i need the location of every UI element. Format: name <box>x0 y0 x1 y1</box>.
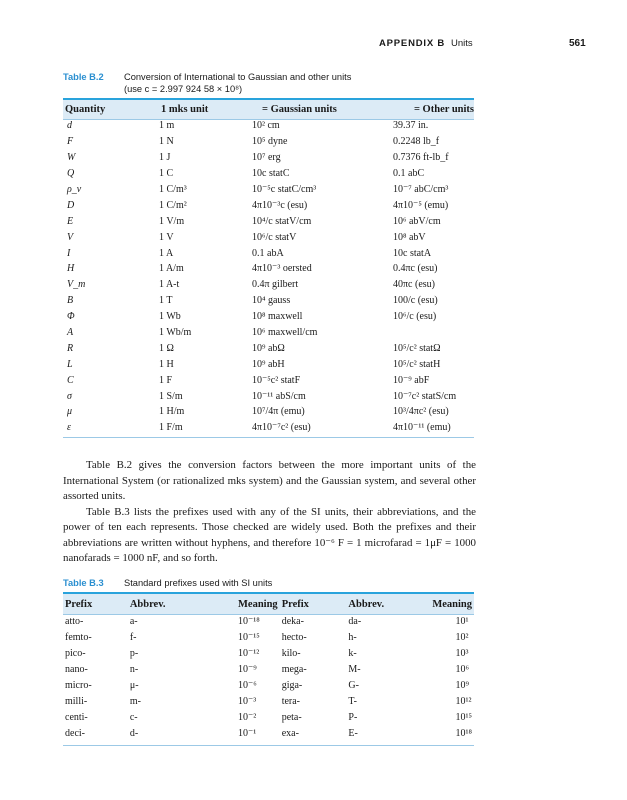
table-b2-cell-quantity: L <box>67 358 73 370</box>
table-b3-cell-abbrev-2: da- <box>348 615 362 627</box>
table-b3-cell-prefix-2: hecto- <box>281 631 307 643</box>
table-b3-cell-abbrev: m- <box>129 696 141 708</box>
table-b2-row <box>65 213 474 229</box>
table-b3-cell-prefix: milli- <box>65 696 88 708</box>
table-b2-cell-mks-unit: 1 Wb <box>159 311 181 323</box>
table-b2-cell-mks-unit: 1 A-t <box>159 279 180 291</box>
table-b2-cell-other-unit: 0.1 abC <box>393 168 425 180</box>
table-b2-row <box>65 420 474 436</box>
table-b2-cell-gaussian-unit: 10c statC <box>252 168 290 180</box>
appendix-label: APPENDIX B <box>379 38 446 49</box>
table-b2-cell-mks-unit: 1 V <box>159 231 174 243</box>
table-b2-cell-other-unit: 10⁵/c² statΩ <box>393 342 441 354</box>
table-b3-cell-meaning: 10⁻⁶ <box>237 679 257 691</box>
table-b2-cell-gaussian-unit: 10⁶ maxwell/cm <box>252 327 318 339</box>
table-b2-cell-mks-unit: 1 A/m <box>159 263 184 275</box>
table-b2-cell-gaussian-unit: 10⁴ gauss <box>252 295 291 307</box>
table-b3-cell-prefix-2: deka- <box>281 615 304 627</box>
table-b2-cell-gaussian-unit: 10⁴/c statV/cm <box>252 215 312 227</box>
table-b2-row <box>65 404 474 420</box>
table-b3-cell-prefix: micro- <box>65 679 92 691</box>
table-b2-cell-other-unit: 10⁻⁷ abC/cm³ <box>393 184 449 195</box>
table-b2-row <box>65 261 474 277</box>
table-b2-cell-quantity: B <box>67 295 74 307</box>
table-b2-cell-mks-unit: 1 Ω <box>159 342 174 354</box>
table-b2-cell-mks-unit: 1 Wb/m <box>159 327 192 339</box>
table-b2-cell-other-unit: 10⁶ abV/cm <box>393 215 441 227</box>
table-b2-cell-gaussian-unit: 10⁻¹¹ abS/cm <box>252 390 306 402</box>
paragraph-1: Table B.2 gives the conversion factors between the more important units of the International System (or rationalized mks system) and the Gaussian system, and several other assorted units. <box>63 459 476 502</box>
table-b2-row <box>65 134 474 150</box>
table-b3-bottom-rule <box>63 745 474 746</box>
table-b3-cell-meaning: 10⁻¹ <box>237 728 257 740</box>
table-b2-cell-quantity: Q <box>67 168 75 180</box>
table-b2-cell-gaussian-unit: 10⁹ abΩ <box>252 342 285 354</box>
table-b3-header-row <box>65 595 472 613</box>
table-b2-caption <box>63 71 483 97</box>
table-b2-cell-other-unit: 100/c (esu) <box>393 295 438 307</box>
table-b2-cell-quantity: R <box>67 342 74 354</box>
table-b2-row <box>65 150 474 166</box>
table-b3-row <box>65 661 472 677</box>
table-b2-row <box>65 118 474 134</box>
table-b3-cell-meaning-2: 10¹ <box>455 615 469 627</box>
table-b3-header-meaning-2: Meaning <box>432 598 472 610</box>
table-b2-cell-mks-unit: 1 T <box>159 295 173 307</box>
table-b3-cell-abbrev: c- <box>129 712 138 724</box>
table-b3-cell-meaning: 10⁻¹⁸ <box>237 615 260 627</box>
table-b2-row <box>65 182 474 198</box>
table-b3-cell-prefix: femto- <box>65 631 92 643</box>
table-b3-cell-meaning: 10⁻² <box>237 712 257 724</box>
table-b2-cell-mks-unit: 1 C/m² <box>159 199 187 211</box>
table-b3-cell-prefix: centi- <box>65 712 88 724</box>
table-b3-header-abbrev: Abbrev. <box>129 598 166 610</box>
table-b3-cell-meaning-2: 10³ <box>455 647 469 659</box>
body-text <box>63 458 476 567</box>
table-b3-cell-meaning-2: 10¹⁸ <box>455 728 472 740</box>
table-b2-cell-quantity: A <box>67 327 74 339</box>
table-b3-cell-prefix: nano- <box>65 663 88 675</box>
table-b2-cell-mks-unit: 1 F/m <box>159 422 183 434</box>
table-b2-cell-quantity: C <box>67 374 74 386</box>
section-label: Units <box>451 38 473 49</box>
table-b3-cell-abbrev-2: P- <box>348 712 358 724</box>
table-b3-row <box>65 629 472 645</box>
table-b2-cell-mks-unit: 1 N <box>159 136 174 148</box>
table-b2-cell-other-unit: 40πc (esu) <box>393 279 435 291</box>
table-b3-header-prefix-2: Prefix <box>281 598 309 610</box>
table-b3-cell-prefix-2: mega- <box>281 663 307 675</box>
table-b3-cell-meaning-2: 10¹² <box>455 696 472 708</box>
table-b2-cell-mks-unit: 1 F <box>159 374 173 386</box>
table-b2-cell-other-unit: 10⁻⁹ abF <box>393 374 430 386</box>
table-b2-cell-other-unit: 10⁵/c² statH <box>393 358 441 370</box>
table-b2-cell-gaussian-unit: 10⁹ abH <box>252 358 285 370</box>
table-b3-cell-prefix-2: exa- <box>281 728 299 740</box>
table-b2-row <box>65 356 474 372</box>
table-b3-cell-abbrev: d- <box>129 728 139 740</box>
table-b2-cell-quantity: W <box>67 152 76 164</box>
table-b2-cell-quantity: ρ_v <box>67 184 82 195</box>
table-b3-cell-abbrev-2: E- <box>348 728 358 740</box>
table-b2-cell-mks-unit: 1 m <box>159 120 175 132</box>
table-b3-cell-meaning-2: 10⁶ <box>455 663 470 675</box>
table-b3-cell-meaning-2: 10¹⁵ <box>455 712 472 724</box>
table-b2-header-row <box>65 101 474 118</box>
table-b2-cell-mks-unit: 1 A <box>159 247 174 259</box>
table-b2-cell-gaussian-unit: 10⁵ dyne <box>252 136 288 148</box>
table-b3-cell-prefix: atto- <box>65 615 84 627</box>
table-b3 <box>65 595 472 742</box>
table-b2-cell-quantity: σ <box>67 390 72 402</box>
table-b3-cell-prefix-2: peta- <box>281 712 302 724</box>
table-b3-header-meaning: Meaning <box>238 598 278 610</box>
table-b3-cell-abbrev-2: k- <box>348 647 357 659</box>
table-b2-label: Table B.2 <box>63 72 104 82</box>
table-b2-cell-quantity: ε <box>67 422 71 434</box>
table-b2-cell-gaussian-unit: 4π10⁻⁷c² (esu) <box>252 422 311 434</box>
table-b3-cell-meaning: 10⁻¹⁵ <box>237 631 260 643</box>
table-b2-cell-gaussian-unit: 10⁻⁵c statC/cm³ <box>252 184 317 195</box>
table-b2-cell-other-unit: 10⁸ abV <box>393 231 426 243</box>
table-b3-cell-prefix: pico- <box>65 647 86 659</box>
table-b3-cell-meaning-2: 10⁹ <box>455 679 470 691</box>
table-b2-cell-other-unit: 0.7376 ft-lb_f <box>393 152 449 164</box>
table-b3-cell-abbrev-2: G- <box>348 679 359 691</box>
table-b3-row <box>65 613 472 629</box>
table-b2-cell-quantity: D <box>67 199 75 211</box>
table-b2-cell-quantity: H <box>67 263 75 275</box>
table-b2-header-gaussian-unit: = Gaussian units <box>262 104 337 115</box>
table-b2-row <box>65 245 474 261</box>
table-b2-cell-other-unit: 4π10⁻¹¹ (emu) <box>393 422 451 434</box>
table-b3-cell-prefix-2: giga- <box>281 679 303 691</box>
table-b2-row <box>65 309 474 325</box>
table-b3-cell-abbrev: a- <box>129 615 138 627</box>
table-b2-cell-quantity: Φ <box>67 311 75 323</box>
paragraph-2: Table B.3 lists the prefixes used with any of the SI units, their abbreviations, and the power of ten each represents. Those checked are widely used. Both the prefixes and their abbreviations are written without hyphens, and therefore 10⁻⁶ F = 1 microfarad = 1μF = 1000 nanofarads = 1000 nF, and so forth. <box>63 505 476 564</box>
table-b2 <box>65 101 474 436</box>
table-b2-cell-quantity: μ <box>67 406 73 418</box>
table-b3-cell-prefix-2: tera- <box>281 696 301 708</box>
table-b2-cell-other-unit: 10⁻⁷c² statS/cm <box>393 390 457 402</box>
table-b2-cell-quantity: d <box>67 120 72 132</box>
table-b2-bottom-rule <box>63 437 474 438</box>
table-b2-cell-gaussian-unit: 10⁸ maxwell <box>252 311 303 323</box>
table-b2-cell-gaussian-unit: 10⁶/c statV <box>252 231 297 243</box>
table-b2-row <box>65 372 474 388</box>
table-b2-cell-gaussian-unit: 10⁷ erg <box>252 152 281 164</box>
table-b2-cell-other-unit: 10⁶/c (esu) <box>393 311 437 323</box>
table-b3-cell-prefix: deci- <box>65 728 85 740</box>
table-b3-cell-abbrev: f- <box>129 631 137 643</box>
table-b3-row <box>65 710 472 726</box>
table-b3-row <box>65 693 472 709</box>
table-b2-header-quantity: Quantity <box>65 104 106 115</box>
page-number: 561 <box>569 38 586 49</box>
table-b2-title: Conversion of International to Gaussian and other units <box>124 72 352 82</box>
table-b2-row <box>65 293 474 309</box>
table-b2-cell-gaussian-unit: 10² cm <box>252 120 280 132</box>
table-b3-header-prefix: Prefix <box>65 598 93 610</box>
table-b2-row <box>65 325 474 341</box>
table-b3-cell-abbrev: n- <box>129 663 139 675</box>
table-b3-cell-meaning-2: 10² <box>455 631 469 643</box>
table-b2-cell-gaussian-unit: 4π10⁻³ oersted <box>252 263 312 275</box>
table-b2-header-mks-unit: 1 mks unit <box>161 104 209 115</box>
table-b2-cell-quantity: V_m <box>67 279 86 291</box>
table-b2-cell-mks-unit: 1 S/m <box>159 390 183 402</box>
table-b2-cell-mks-unit: 1 J <box>159 152 171 164</box>
table-b3-cell-meaning: 10⁻¹² <box>237 647 260 659</box>
table-b2-cell-quantity: F <box>67 136 74 148</box>
table-b3-cell-prefix-2: kilo- <box>281 647 301 659</box>
table-b3-header-abbrev-2: Abbrev. <box>348 598 385 610</box>
table-b2-cell-mks-unit: 1 C <box>159 168 174 180</box>
table-b2-cell-other-unit <box>393 325 474 341</box>
table-b2-cell-gaussian-unit: 10⁷/4π (emu) <box>252 406 305 418</box>
table-b2-row <box>65 277 474 293</box>
table-b2-cell-mks-unit: 1 H <box>159 358 174 370</box>
table-b3-cell-abbrev: p- <box>129 647 139 659</box>
table-b2-row <box>65 388 474 404</box>
table-b2-header-other-unit: = Other units <box>413 104 474 115</box>
table-b2-cell-other-unit: 0.2248 lb_f <box>393 136 440 148</box>
table-b2-cell-mks-unit: 1 V/m <box>159 215 185 227</box>
table-b2-row <box>65 229 474 245</box>
table-b3-row <box>65 726 472 742</box>
table-b2-cell-gaussian-unit: 4π10⁻³c (esu) <box>252 199 308 211</box>
table-b2-cell-gaussian-unit: 10⁻⁵c² statF <box>252 374 301 386</box>
table-b3-title: Standard prefixes used with SI units <box>124 578 273 588</box>
table-b3-row <box>65 645 472 661</box>
table-b2-row <box>65 340 474 356</box>
table-b2-cell-mks-unit: 1 C/m³ <box>159 184 187 195</box>
table-b2-cell-mks-unit: 1 H/m <box>159 406 185 418</box>
table-b2-cell-quantity: E <box>67 215 74 227</box>
table-b3-cell-abbrev: μ- <box>129 679 139 691</box>
table-b2-row <box>65 197 474 213</box>
table-b2-cell-other-unit: 10c statA <box>393 247 432 259</box>
table-b3-caption <box>63 577 483 591</box>
table-b3-cell-meaning: 10⁻⁹ <box>237 663 257 675</box>
table-b2-cell-quantity: V <box>67 231 74 243</box>
table-b3-cell-abbrev-2: T- <box>348 696 357 708</box>
table-b2-cell-quantity: I <box>67 247 71 259</box>
table-b2-cell-gaussian-unit: 0.1 abA <box>252 247 284 259</box>
table-b2-note: (use c = 2.997 924 58 × 10⁸) <box>124 84 243 94</box>
table-b2-row <box>65 166 474 182</box>
table-b2-cell-other-unit: 0.4πc (esu) <box>393 263 438 275</box>
table-b3-cell-meaning: 10⁻³ <box>237 696 257 708</box>
table-b2-cell-other-unit: 10³/4πc² (esu) <box>393 406 449 418</box>
table-b3-cell-abbrev-2: M- <box>348 663 361 675</box>
table-b3-cell-abbrev-2: h- <box>348 631 357 643</box>
table-b2-cell-other-unit: 4π10⁻⁵ (emu) <box>393 199 449 211</box>
table-b2-cell-gaussian-unit: 0.4π gilbert <box>252 279 299 291</box>
table-b3-label: Table B.3 <box>63 578 104 588</box>
table-b3-row <box>65 677 472 693</box>
table-b2-cell-other-unit: 39.37 in. <box>393 120 429 132</box>
